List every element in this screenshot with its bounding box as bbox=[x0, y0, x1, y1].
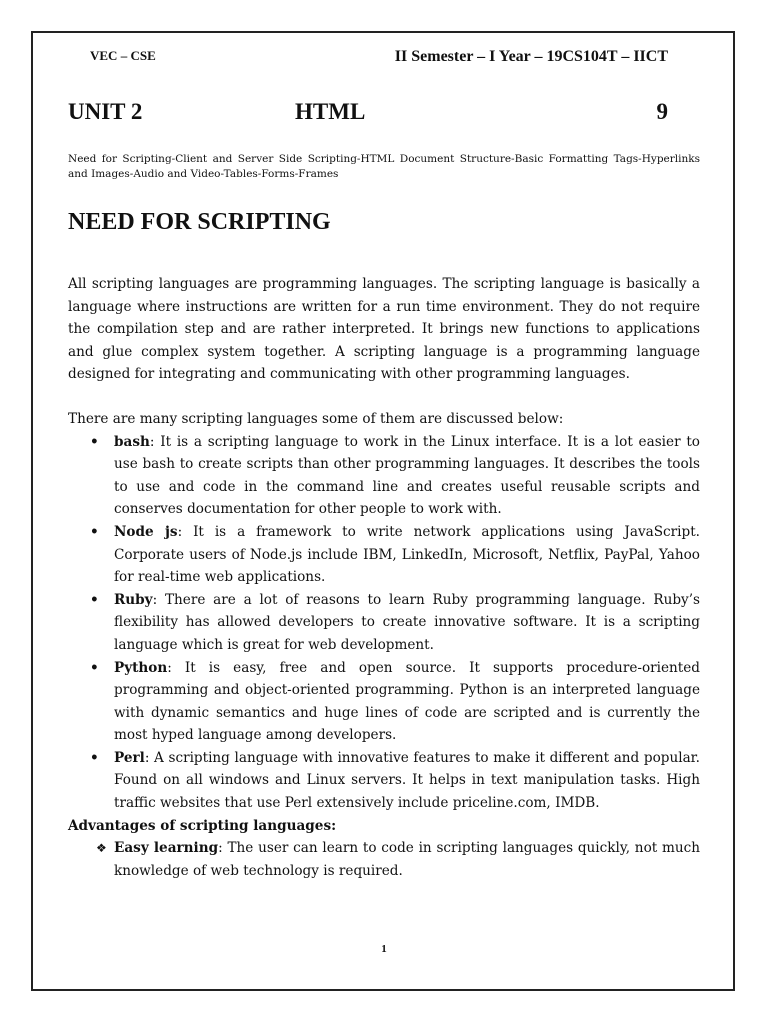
language-term: Ruby bbox=[114, 591, 153, 608]
unit-title-row bbox=[68, 99, 668, 125]
section-heading: NEED FOR SCRIPTING bbox=[68, 209, 331, 235]
bullet-icon: • bbox=[90, 433, 99, 450]
language-description: : A scripting language with innovative features to make it different and popular. Found on all windows and Linux servers. It helps in text manipulation tasks. High traffic websites that use Perl extensively include priceline.com, IMDB. bbox=[114, 749, 700, 812]
bullet-icon: • bbox=[90, 749, 99, 766]
language-term: bash bbox=[114, 433, 150, 450]
bullet-icon: • bbox=[90, 523, 99, 540]
header-course-info: II Semester – I Year – 19CS104T – IICT bbox=[394, 48, 668, 65]
unit-topics: Need for Scripting-Client and Server Side Scripting-HTML Document Structure-Basic Formatting Tags-Hyperlinks and Images-Audio and Video-Tables-Forms-Frames bbox=[68, 153, 700, 180]
header-department: VEC – CSE bbox=[90, 48, 156, 63]
language-description: : There are a lot of reasons to learn Ruby programming language. Ruby’s flexibility has allowed developers to create innovative software. It is a scripting language which is great for web development. bbox=[114, 591, 700, 653]
unit-hours: 9 bbox=[656, 99, 668, 124]
language-description: : It is easy, free and open source. It supports procedure-oriented programming and object-oriented programming. Python is an interpreted language with dynamic semantics and huge lines of code are scripted and is currently the most hyped language among developers. bbox=[114, 659, 700, 744]
bullet-icon: • bbox=[90, 591, 99, 608]
languages-list bbox=[68, 431, 700, 815]
language-description: : It is a framework to write network applications using JavaScript. Corporate users of Node.js include IBM, LinkedIn, Microsoft, Netflix, PayPal, Yahoo for real-time web applications. bbox=[114, 523, 701, 586]
diamond-bullet-icon: ❖ bbox=[96, 841, 107, 856]
list-item bbox=[68, 657, 700, 747]
list-item bbox=[68, 521, 700, 589]
section-content bbox=[68, 273, 700, 882]
unit-title: HTML bbox=[295, 99, 366, 124]
intro-paragraph: All scripting languages are programming languages. The scripting language is basically a language where instructions are written for a run time environment. They do not require the compilation step and are rather interpreted. It brings new functions to applications and glue complex system together. A scripting language is a programming language designed for integrating and communicating with other programming languages. bbox=[68, 276, 700, 383]
list-item bbox=[68, 589, 700, 657]
advantages-heading: Advantages of scripting languages: bbox=[68, 817, 337, 834]
language-description: : It is a scripting language to work in the Linux interface. It is a lot easier to use bash to create scripts than other programming languages. It describes the tools to use and code in the command line and creates useful reusable scripts and conserves documentation for other people to work with. bbox=[114, 433, 700, 518]
language-term: Node js bbox=[114, 523, 178, 540]
bullet-icon: • bbox=[90, 659, 99, 676]
language-term: Perl bbox=[114, 749, 145, 766]
unit-label: UNIT 2 bbox=[68, 99, 143, 124]
list-item bbox=[68, 747, 700, 815]
language-term: Python bbox=[114, 659, 168, 676]
advantage-description: : The user can learn to code in scripting languages quickly, not much knowledge of web technology is required. bbox=[114, 840, 700, 879]
page-header bbox=[90, 48, 668, 68]
list-item bbox=[68, 837, 700, 882]
list-intro: There are many scripting languages some of them are discussed below: bbox=[68, 410, 564, 427]
page-number: 1 bbox=[381, 943, 387, 955]
list-item bbox=[68, 431, 700, 521]
advantage-term: Easy learning bbox=[114, 840, 219, 857]
advantages-list bbox=[68, 837, 700, 882]
